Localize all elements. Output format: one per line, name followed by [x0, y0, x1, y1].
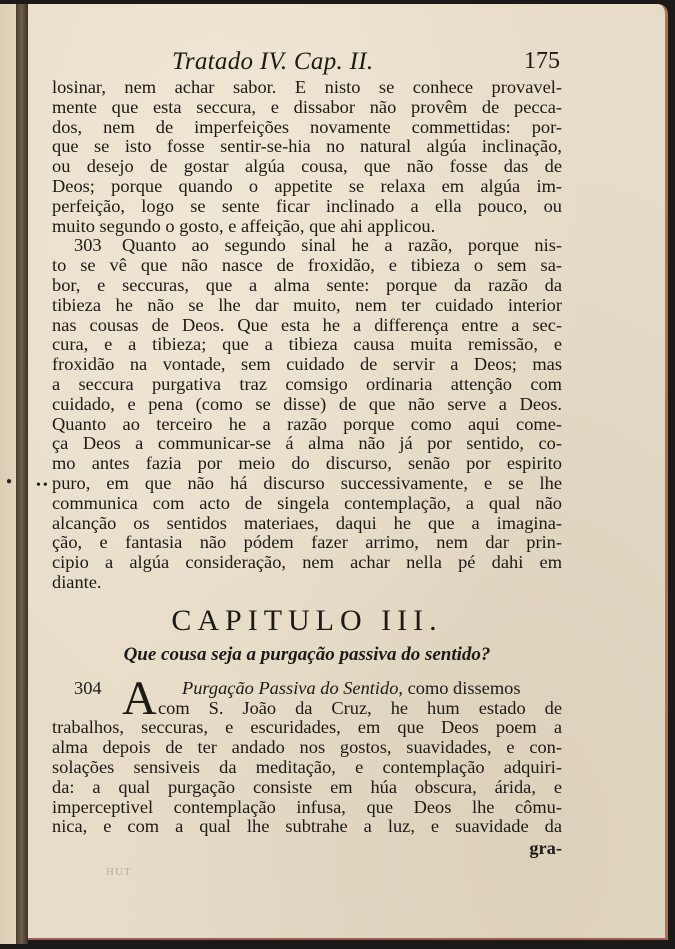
running-title: Tratado IV. Cap. II.: [172, 48, 374, 75]
text-line: com S. João da Cruz, he hum estado de: [158, 697, 562, 718]
text-line: bor, e seccuras, que a alma sente: porque da razão da: [52, 274, 562, 295]
paragraph-number: 303: [74, 235, 102, 256]
chapter-subtitle: Que cousa seja a purgação passiva do sentido?: [123, 643, 491, 665]
page-number: 175: [524, 48, 560, 74]
running-header: [52, 48, 562, 80]
page-content: [52, 48, 562, 859]
text-line: trabalhos, seccuras, e escuridades, em que Deos poem a: [52, 717, 562, 738]
text-line: froxidão na vontade, sem cuidado de servir a Deos; mas: [52, 354, 562, 375]
text-line: tibieza he não se lhe dar muito, nem ter cuidado interior: [52, 294, 562, 315]
ink-spot: ●: [6, 476, 13, 487]
text-line: solações sensiveis da meditação, e contemplação adquiri-: [52, 756, 562, 777]
drop-cap: A: [122, 671, 157, 725]
text-line: cipio a algúa consideração, nem achar nella pé dahi em: [52, 552, 562, 573]
paragraph-303: [52, 236, 562, 592]
text-line: Quanto ao segundo sinal he a razão, porque nis-: [122, 235, 562, 256]
text-line: nica, e com a qual lhe subtrahe a luz, e suavidade da: [52, 816, 562, 837]
chapter-title: CAPITULO III.: [171, 603, 443, 637]
text-line: mo antes fazia por meio do discurso, senão por espirito: [52, 453, 562, 474]
faded-stamp: HUT: [106, 866, 132, 878]
text-line: Deos; porque quando o appetite se relaxa em algúa im-: [52, 175, 562, 196]
text-line: alcanção os sentidos materiaes, daqui he que a imagina-: [52, 512, 562, 533]
previous-page-edge: [0, 4, 16, 944]
text-line: ção, e fantasia não pódem fazer arrimo, nem dar prin-: [52, 532, 562, 553]
paragraph-302-continued: [52, 78, 562, 236]
text-line: ça Deos a communicar-se á alma não já por sentido, co-: [52, 433, 562, 454]
text-line: diante.: [52, 571, 102, 592]
book-spine-gutter: [16, 4, 28, 944]
text-line: cura, e a tibieza; que a tibieza causa muita remissão, e: [52, 334, 562, 355]
text-line: communica com acto de singela contemplação, a qual não: [52, 492, 562, 513]
text-line: a seccura purgativa traz comsigo ordinaria attenção com: [52, 373, 562, 394]
italic-phrase: Purgação Passiva do Sentido: [182, 677, 399, 698]
paragraph-first-line: [52, 236, 562, 256]
paragraph-304: [52, 671, 562, 837]
text-line: perfeição, logo se sente ficar inclinado a ella pouco, ou: [52, 195, 562, 216]
text-line: puro, em que não há discurso successivamente, e se lhe: [52, 472, 562, 493]
paragraph-number: 304: [74, 677, 102, 698]
text-line: imperceptivel contemplação infusa, que Deos lhe cômu-: [52, 796, 562, 817]
text-line: mente que esta seccura, e dissabor não provêm de pecca-: [52, 96, 562, 117]
catchword: gra-: [529, 838, 562, 859]
text-line: dos, nem de imperfeições novamente commettidas: por-: [52, 116, 562, 137]
text-line: nas cousas de Deos. Que esta he a differença entre a sec-: [52, 314, 562, 335]
text-line: Quanto ao terceiro he a razão porque como aqui come-: [52, 413, 562, 434]
margin-marks: ••: [36, 478, 50, 493]
text-line: to se vê que não nasce de froxidão, e tibieza o sem sa-: [52, 255, 562, 276]
text-line: ou desejo de gostar algúa cousa, que não fosse das de: [52, 156, 562, 177]
text-line: da: a qual purgação consiste em húa obscura, árida, e: [52, 776, 562, 797]
text-line: que se isto fosse sentir-se-hia no natural algúa inclinação,: [52, 136, 562, 157]
text-line: alma depois de ter andado nos gostos, suavidades, e con-: [52, 737, 562, 758]
text-line: muito segundo o gosto, e affeição, que ahi applicou.: [52, 215, 436, 236]
text-line: losinar, nem achar sabor. E nisto se conhece provavel-: [52, 77, 562, 97]
text-fragment: , como dissemos: [398, 677, 521, 698]
text-line: cuidado, e pena (como se disse) de que não serve a Deos.: [52, 393, 562, 414]
